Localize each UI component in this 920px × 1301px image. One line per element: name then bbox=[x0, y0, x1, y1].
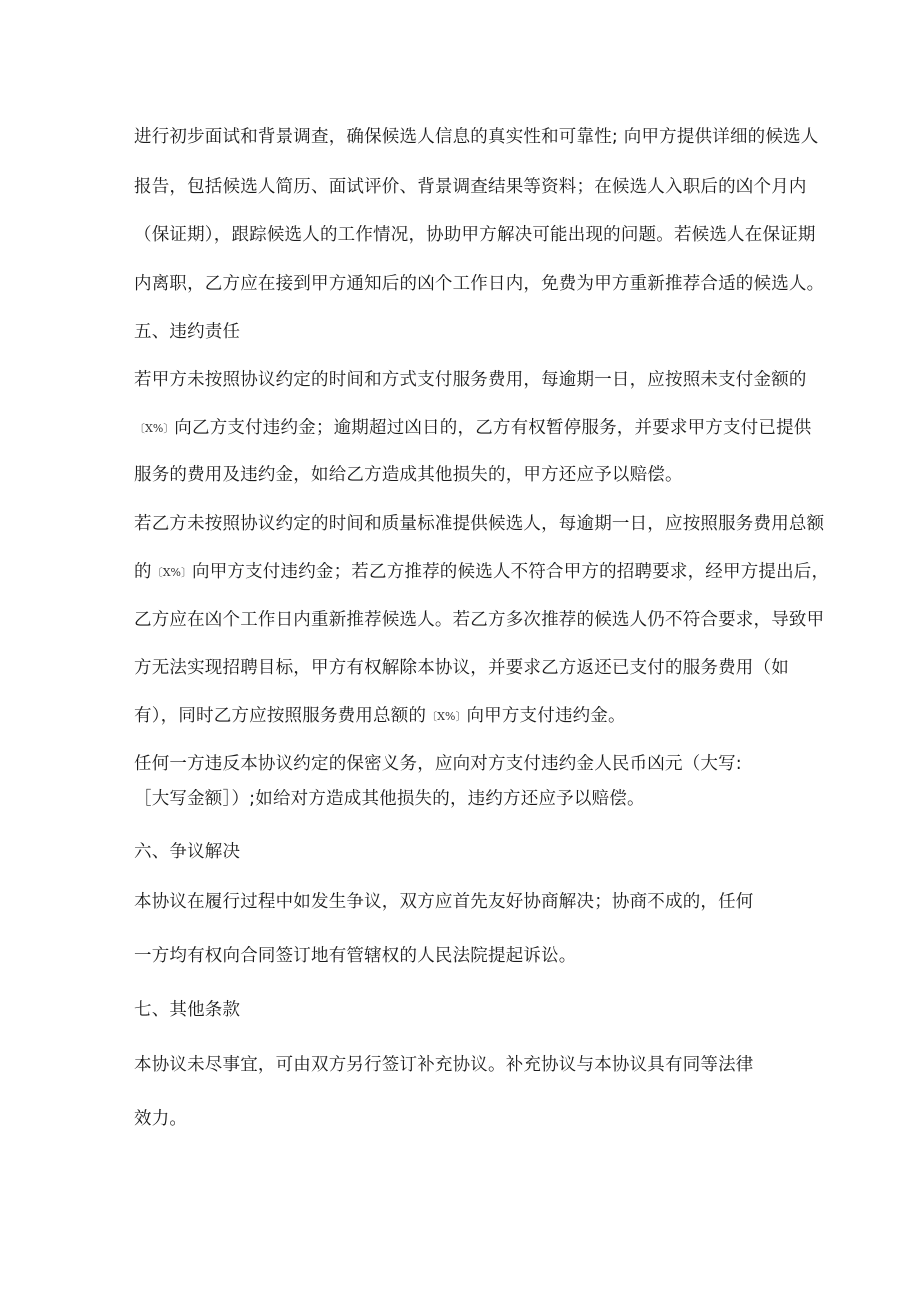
percent-placeholder: 〔X%〕 bbox=[426, 710, 467, 723]
paragraph-line-8: 服务的费用及违约金，如给乙方造成其他损失的，甲方还应予以赔偿。 bbox=[134, 465, 683, 485]
paragraph-line-18: 一方均有权向合同签订地有管辖权的人民法院提起诉讼。 bbox=[134, 946, 577, 966]
paragraph-line-14: 任何一方违反本协议约定的保密义务，应向对方支付违约金人民币凶元（大写: bbox=[134, 754, 742, 774]
paragraph-line-6: 若甲方未按照协议约定的时间和方式支付服务费用，每逾期一日，应按照未支付金额的 bbox=[134, 370, 807, 390]
line-text: 向乙方支付违约金；逾期超过凶日的，乙方有权暂停服务，并要求甲方支付已提供 bbox=[174, 418, 812, 438]
line-prefix: 的 bbox=[134, 562, 152, 582]
paragraph-line-4: 内离职，乙方应在接到甲方通知后的凶个工作日内，免费为甲方重新推荐合适的候选人。 bbox=[134, 274, 825, 294]
paragraph-line-12: 方无法实现招聘目标，甲方有权解除本协议，并要求乙方返还已支付的服务费用（如 bbox=[134, 658, 789, 678]
percent-placeholder: 〔X%〕 bbox=[151, 566, 192, 579]
line-prefix: 有），同时乙方应按照服务费用总额的 bbox=[134, 706, 427, 726]
percent-placeholder: 〔X%〕 bbox=[134, 422, 175, 435]
paragraph-line-17: 本协议在履行过程中如发生争议，双方应首先友好协商解决；协商不成的，任何 bbox=[134, 892, 754, 912]
section-heading-breach: 五、违约责任 bbox=[134, 322, 241, 342]
paragraph-line-1: 进行初步面试和背景调查，确保候选人信息的真实性和可靠性; 向甲方提供详细的候选人 bbox=[134, 127, 819, 147]
paragraph-line-2: 报告，包括候选人简历、面试评价、背景调查结果等资料；在候选人入职后的凶个月内 bbox=[134, 177, 807, 197]
paragraph-line-13 bbox=[134, 704, 626, 729]
paragraph-line-10 bbox=[134, 560, 829, 585]
paragraph-line-3: （保证期），跟踪候选人的工作情况，协助甲方解决可能出现的问题。若候选人在保证期 bbox=[134, 225, 816, 245]
section-heading-dispute: 六、争议解决 bbox=[134, 842, 241, 862]
section-heading-other: 七、其他条款 bbox=[134, 1000, 241, 1020]
paragraph-line-15: ［大写金额］）;如给对方造成其他损失的，违约方还应予以赔偿。 bbox=[134, 789, 645, 809]
line-text: 向甲方支付违约金；若乙方推荐的候选人不符合甲方的招聘要求，经甲方提出后， bbox=[192, 562, 830, 582]
paragraph-line-20: 本协议未尽事宜，可由双方另行签订补充协议。补充协议与本协议具有同等法律 bbox=[134, 1055, 754, 1075]
paragraph-line-21: 效力。 bbox=[134, 1109, 188, 1129]
paragraph-line-9: 若乙方未按照协议约定的时间和质量标准提供候选人，每逾期一日，应按照服务费用总额 bbox=[134, 514, 825, 534]
paragraph-line-7 bbox=[134, 416, 812, 441]
line-text: 向甲方支付违约金。 bbox=[466, 706, 626, 726]
paragraph-line-11: 乙方应在凶个工作日内重新推荐候选人。若乙方多次推荐的候选人仍不符合要求，导致甲 bbox=[134, 610, 825, 630]
